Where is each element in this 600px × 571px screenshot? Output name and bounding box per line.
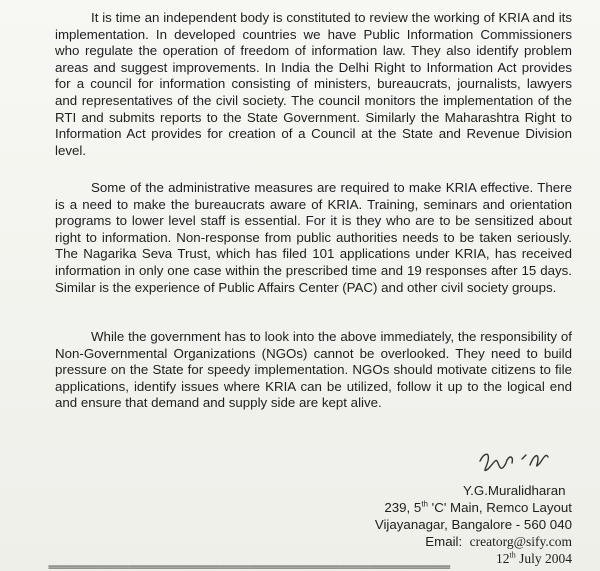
date-month-year: July 2004: [515, 551, 572, 566]
double-rule-divider: ================================================================================: [48, 564, 450, 571]
address-line: [300, 499, 572, 516]
address-ordinal: th: [421, 499, 428, 509]
handwritten-signature: [476, 447, 566, 485]
email-label: Email:: [425, 534, 463, 549]
date-day: 12: [496, 551, 510, 566]
email-address: creatorg@sify.com: [469, 534, 572, 549]
email-line: [300, 533, 572, 550]
paragraph-text: While the government has to look into the above immediately, the responsibility of Non-Governmental Organizations (NGOs) cannot be overlooked. They need to build pressure on the State for speedy implementation. NGOs should motivate citizens to file applications, identify issues where KRIA can be utilized, follow it up to the logical end and ensure that demand and supply side are kept alive.: [55, 329, 572, 411]
paragraph-independent-body: [55, 10, 572, 159]
address-number: 239, 5: [384, 500, 422, 515]
paragraph-text: It is time an independent body is constituted to review the working of KRIA and its implementation. In developed countries we have Public Information Commissioners who regulate the operation of freedom of information law. They also identify problem areas and suggest improvements. In India the Delhi Right to Information Act provides for a council for information consisting of ministers, bureaucrats, journalists, lawyers and representatives of the civil society. The council monitors the implementation of the RTI and submits reports to the State Government. Similarly the Maharashtra Right to Information Act provides for creation of a Council at the State and Revenue Division level.: [55, 10, 572, 158]
paragraph-text: Some of the administrative measures are required to make KRIA effective. There is a need to make the bureaucrats aware of KRIA. Training, seminars and orientation programs to lower level staff is essential. For it is they who are to be sensitized about right to information. Non-response from public authorities needs to be taken seriously. The Nagarika Seva Trust, which has filed 101 applications under KRIA, has received information in only one case within the prescribed time and 19 responses after 15 days. Similar is the experience of Public Affairs Center (PAC) and other civil society groups.: [55, 180, 572, 295]
paragraph-administrative-measures: [55, 180, 572, 296]
signatory-name: Y.G.Muralidharan: [463, 483, 566, 498]
address-street: 'C' Main, Remco Layout: [427, 500, 572, 515]
date-ordinal: th: [509, 550, 516, 560]
paragraph-ngo-responsibility: [55, 329, 572, 412]
city-line: Vijayanagar, Bangalore - 560 040: [374, 517, 572, 532]
